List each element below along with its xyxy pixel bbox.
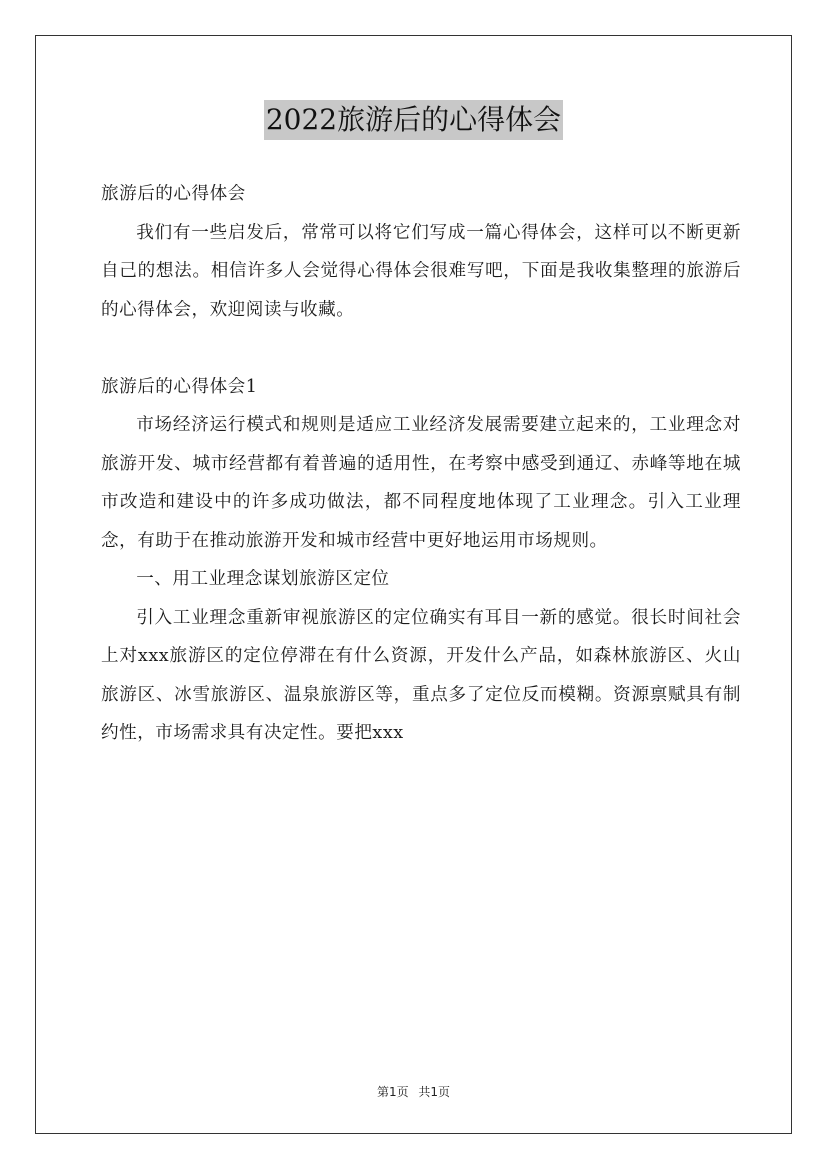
- paragraph-gap: [101, 329, 741, 368]
- document-heading: 旅游后的心得体会: [101, 184, 246, 204]
- document-title: 2022旅游后的心得体会: [264, 100, 563, 140]
- page-footer: [0, 1083, 827, 1100]
- subsection-heading: 一、用工业理念谋划旅游区定位: [136, 569, 390, 589]
- page-number: 第1页: [376, 1085, 409, 1099]
- body-paragraph: 引入工业理念重新审视旅游区的定位确实有耳目一新的感觉。很长时间社会上对xxx旅游区的定位停滞在有什么资源，开发什么产品，如森林旅游区、火山旅游区、冰雪旅游区、温泉旅游区等，重点多了定位反而模糊。资源禀赋具有制约性，市场需求具有决定性。要把xxx: [101, 607, 741, 743]
- page-total: 共1页: [418, 1085, 451, 1099]
- title-container: [0, 100, 827, 140]
- document-body: [101, 175, 741, 753]
- body-paragraph: 市场经济运行模式和规则是适应工业经济发展需要建立起来的，工业理念对旅游开发、城市经营都有着普遍的适用性，在考察中感受到通辽、赤峰等地在城市改造和建设中的许多成功做法，都不同程度地体现了工业理念。引入工业理念，有助于在推动旅游开发和城市经营中更好地运用市场规则。: [101, 415, 741, 551]
- intro-paragraph: 我们有一些启发后，常常可以将它们写成一篇心得体会，这样可以不断更新自己的想法。相信许多人会觉得心得体会很难写吧，下面是我收集整理的旅游后的心得体会，欢迎阅读与收藏。: [101, 222, 741, 320]
- section-heading: 旅游后的心得体会1: [101, 376, 258, 397]
